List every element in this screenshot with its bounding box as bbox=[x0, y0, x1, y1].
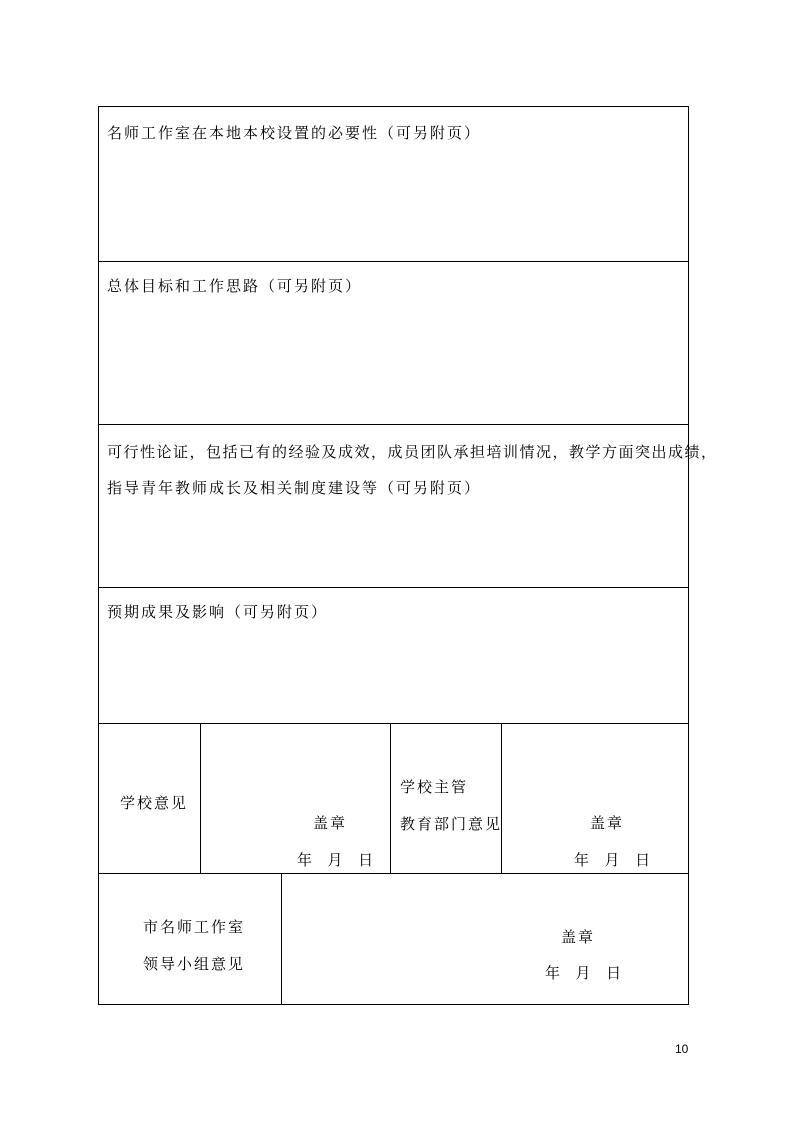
city-opinion-cell bbox=[281, 873, 689, 1005]
necessity-section bbox=[98, 106, 689, 262]
school-opinion-cell bbox=[200, 723, 391, 874]
goals-label: 总体目标和工作思路（可另附页） bbox=[107, 277, 363, 295]
feasibility-label-line1: 可行性论证，包括已有的经验及成效，成员团队承担培训情况，教学方面突出成绩， bbox=[107, 443, 718, 461]
school-seal-label: 盖章 bbox=[313, 814, 348, 832]
outcomes-section bbox=[98, 587, 689, 724]
dept-seal-label: 盖章 bbox=[590, 814, 625, 832]
feasibility-section bbox=[98, 424, 718, 588]
city-opinion-label-line1: 市名师工作室 bbox=[143, 918, 246, 936]
city-opinion-label-cell bbox=[98, 873, 282, 1005]
dept-opinion-label-cell bbox=[390, 723, 502, 874]
outcomes-label: 预期成果及影响（可另附页） bbox=[107, 603, 329, 621]
school-opinion-label: 学校意见 bbox=[120, 794, 189, 812]
page-number: 10 bbox=[675, 1042, 689, 1056]
city-opinion-label-line2: 领导小组意见 bbox=[143, 955, 246, 973]
application-form-table bbox=[98, 106, 718, 1005]
city-date-label: 年 月 日 bbox=[545, 964, 624, 982]
feasibility-label-line2: 指导青年教师成长及相关制度建设等（可另附页） bbox=[107, 479, 482, 497]
school-opinion-label-cell bbox=[98, 723, 201, 874]
city-seal-label: 盖章 bbox=[561, 928, 596, 946]
dept-opinion-label-line2: 教育部门意见 bbox=[400, 815, 503, 833]
goals-section bbox=[98, 261, 689, 425]
dept-date-label: 年 月 日 bbox=[574, 851, 653, 869]
school-date-label: 年 月 日 bbox=[297, 851, 376, 869]
necessity-label: 名师工作室在本地本校设置的必要性（可另附页） bbox=[107, 124, 482, 142]
dept-opinion-label-line1: 学校主管 bbox=[400, 778, 469, 796]
dept-opinion-cell bbox=[501, 723, 689, 874]
